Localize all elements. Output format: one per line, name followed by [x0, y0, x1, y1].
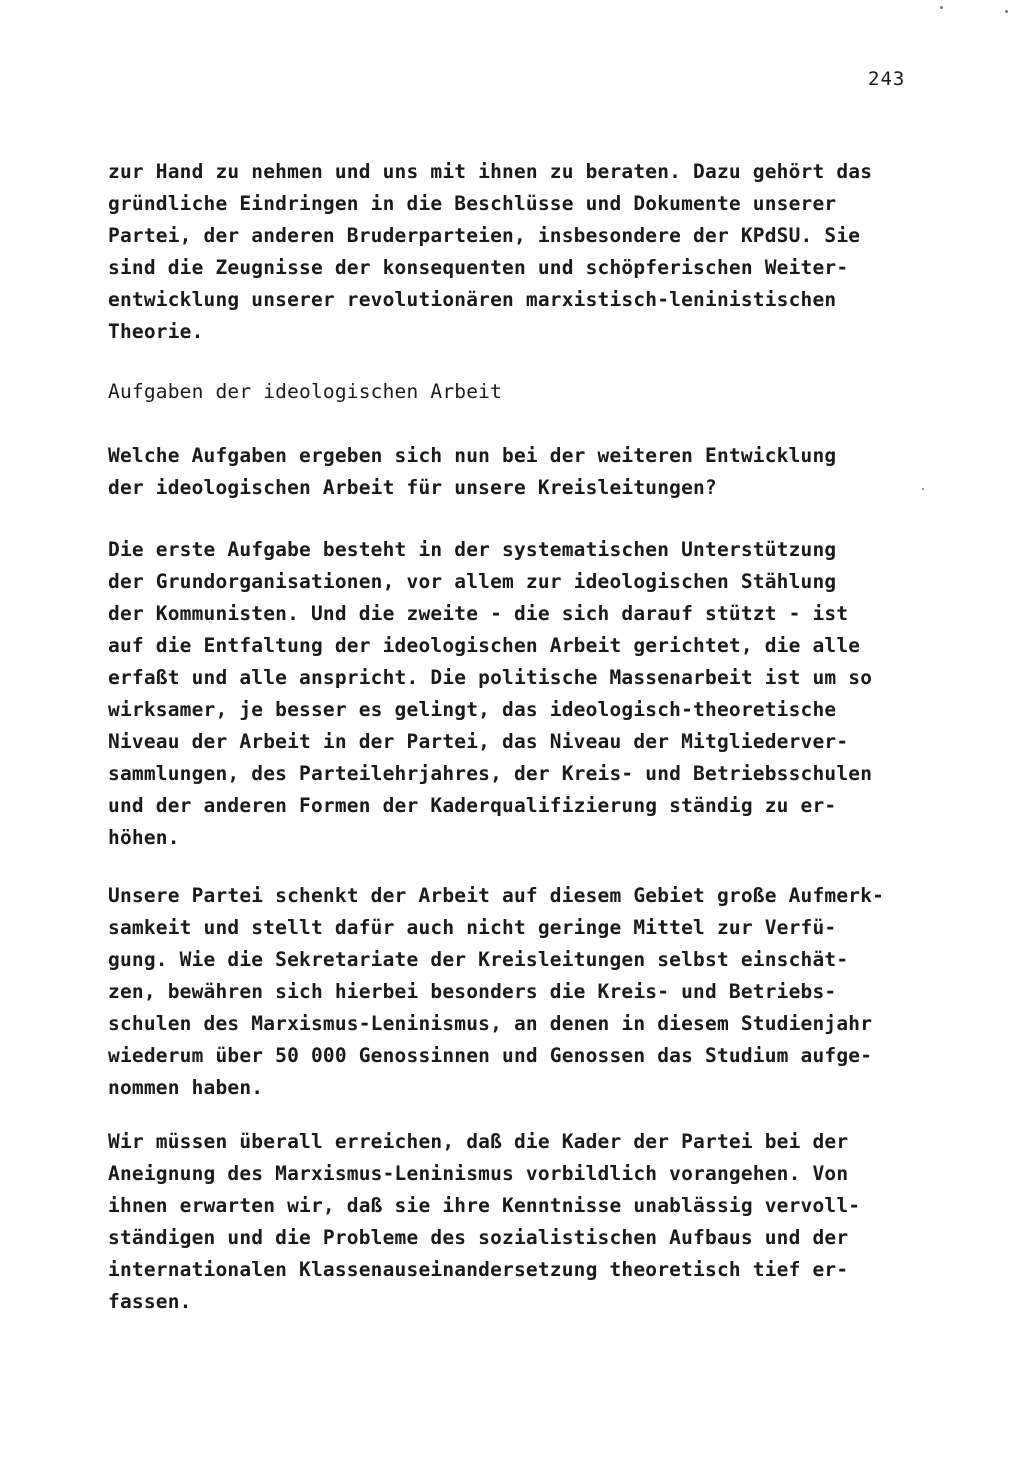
text-line: erfaßt und alle anspricht. Die politische Massenarbeit ist um so [108, 666, 873, 689]
text-line: gründliche Eindringen in die Beschlüsse und Dokumente unserer [108, 192, 837, 215]
scan-speck [940, 6, 943, 9]
page-number: 243 [868, 68, 906, 90]
paragraph-2 [108, 440, 948, 504]
text-line: Unsere Partei schenkt der Arbeit auf diesem Gebiet große Aufmerk- [108, 884, 885, 907]
text-line: wiederum über 50 000 Genossinnen und Genossen das Studium aufge- [108, 1044, 873, 1067]
text-line: entwicklung unserer revolutionären marxistisch-leninistischen [108, 288, 837, 311]
text-line: gung. Wie die Sekretariate der Kreisleitungen selbst einschät- [108, 948, 849, 971]
text-line: höhen. [108, 826, 180, 849]
text-line: zur Hand zu nehmen und uns mit ihnen zu beraten. Dazu gehört das [108, 160, 873, 183]
text-line: sind die Zeugnisse der konsequenten und schöpferischen Weiter- [108, 256, 849, 279]
text-line: Niveau der Arbeit in der Partei, das Niveau der Mitgliederver- [108, 730, 849, 753]
paragraph-4 [108, 880, 948, 1104]
text-line: zen, bewähren sich hierbei besonders die Kreis- und Betriebs- [108, 980, 837, 1003]
text-line: der Grundorganisationen, vor allem zur ideologischen Stählung [108, 570, 837, 593]
heading-text: Aufgaben der ideologischen Arbeit [108, 380, 503, 403]
text-line: und der anderen Formen der Kaderqualifizierung ständig zu er- [108, 794, 837, 817]
text-line: der ideologischen Arbeit für unsere Kreisleitungen? [108, 476, 717, 499]
text-line: Aneignung des Marxismus-Leninismus vorbildlich vorangehen. Von [108, 1162, 849, 1185]
text-line: sammlungen, des Parteilehrjahres, der Kreis- und Betriebsschulen [108, 762, 873, 785]
text-line: ihnen erwarten wir, daß sie ihre Kenntnisse unablässig vervoll- [108, 1194, 861, 1217]
paragraph-3 [108, 534, 948, 854]
text-line: Wir müssen überall erreichen, daß die Kader der Partei bei der [108, 1130, 849, 1153]
text-line: nommen haben. [108, 1076, 264, 1099]
text-line: wirksamer, je besser es gelingt, das ideologisch-theoretische [108, 698, 837, 721]
text-line: Die erste Aufgabe besteht in der systematischen Unterstützung [108, 538, 837, 561]
paragraph-1 [108, 156, 948, 348]
paragraph-5 [108, 1126, 948, 1318]
section-heading [108, 376, 948, 408]
text-line: samkeit und stellt dafür auch nicht geringe Mittel zur Verfü- [108, 916, 837, 939]
text-line: auf die Entfaltung der ideologischen Arbeit gerichtet, die alle [108, 634, 861, 657]
text-line: schulen des Marxismus-Leninismus, an denen in diesem Studienjahr [108, 1012, 873, 1035]
text-line: Welche Aufgaben ergeben sich nun bei der weiteren Entwicklung [108, 444, 837, 467]
text-line: fassen. [108, 1290, 192, 1313]
scan-speck [1005, 10, 1008, 13]
text-line: internationalen Klassenauseinandersetzung theoretisch tief er- [108, 1258, 849, 1281]
text-line: ständigen und die Probleme des sozialistischen Aufbaus und der [108, 1226, 849, 1249]
text-line: Theorie. [108, 320, 204, 343]
text-line: Partei, der anderen Bruderparteien, insbesondere der KPdSU. Sie [108, 224, 861, 247]
text-line: der Kommunisten. Und die zweite - die sich darauf stützt - ist [108, 602, 849, 625]
